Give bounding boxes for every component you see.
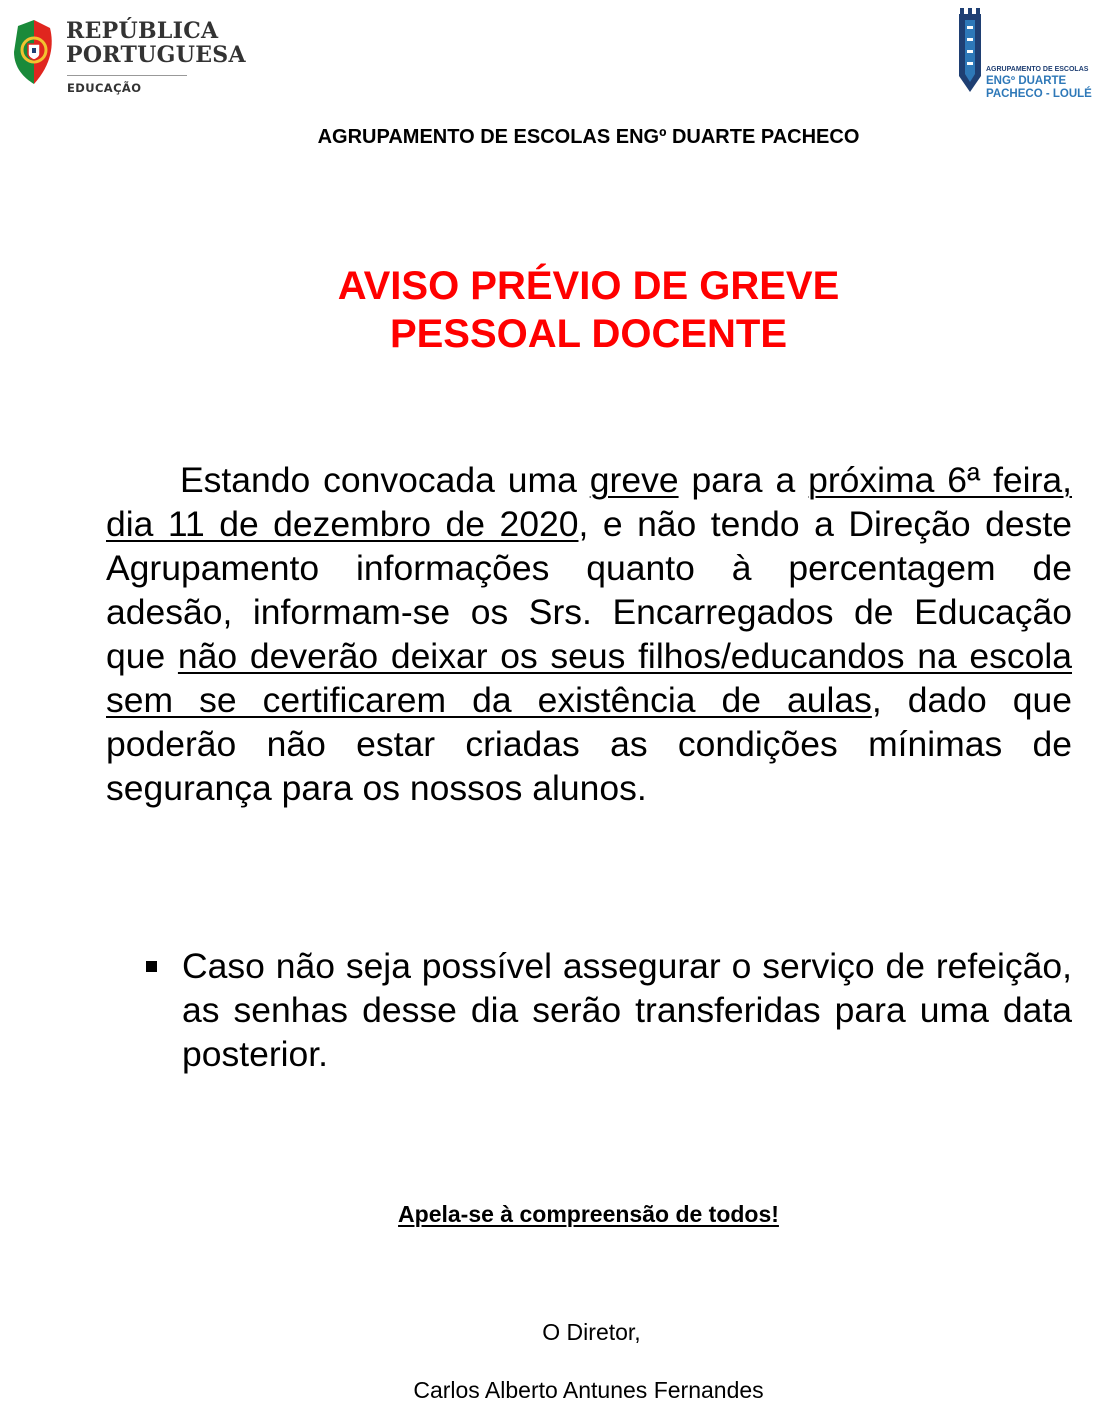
gov-logo-line-1: REPÚBLICA [66,18,219,44]
school-name: AGRUPAMENTO DE ESCOLAS ENGº DUARTE PACHECO [317,126,860,148]
notice-title-line-2: PESSOAL DOCENTE [389,312,788,356]
gov-logo-line-2: PORTUGUESA [66,42,246,68]
school-logo [956,8,1092,98]
appeal-text: Apela-se à compreensão de todos! [398,1201,779,1227]
body-underline-warning: não deverão deixar os seus filhos/educandos na escola sem se certificarem da existência de aulas [106,636,1072,720]
meal-notice-item: Caso não seja possível assegurar o serviço de refeição, as senhas desse dia serão transferidas para uma data posterior. [182,946,1072,1074]
tower-icon [956,8,984,94]
school-logo-line-1: AGRUPAMENTO DE ESCOLAS [986,66,1089,73]
school-logo-line-3: PACHECO - LOULÉ [986,88,1092,100]
square-bullet-icon [146,961,157,972]
gov-logo-divider [67,75,187,76]
body-underline-strike: greve [589,460,679,500]
notice-body [106,458,1072,810]
body-text-1: Estando convocada uma [180,460,590,500]
body-underline-date: próxima 6ª feira, dia 11 de dezembro de 2020 [106,460,1072,544]
body-text-3: , e não tendo a Direção deste Agrupamento informações quanto à percentagem de adesão, informam-se os Srs. Encarregados de Educação que [106,504,1072,676]
signature-name: Carlos Alberto Antunes Fernandes [413,1377,764,1403]
notice-title-line-1: AVISO PRÉVIO DE GREVE [337,264,840,308]
appeal-line [0,1201,1097,1228]
portuguese-emblem-icon [10,18,56,88]
gov-logo-ministry: EDUCAÇÃO [67,81,142,95]
government-logo [10,14,246,98]
body-text-2: para a [678,460,809,500]
body-text-4: , dado que poderão não estar criadas as condições mínimas de segurança para os nossos alunos. [106,680,1072,808]
signature-role: O Diretor, [542,1319,641,1345]
school-logo-line-2: ENGº DUARTE [986,75,1067,87]
